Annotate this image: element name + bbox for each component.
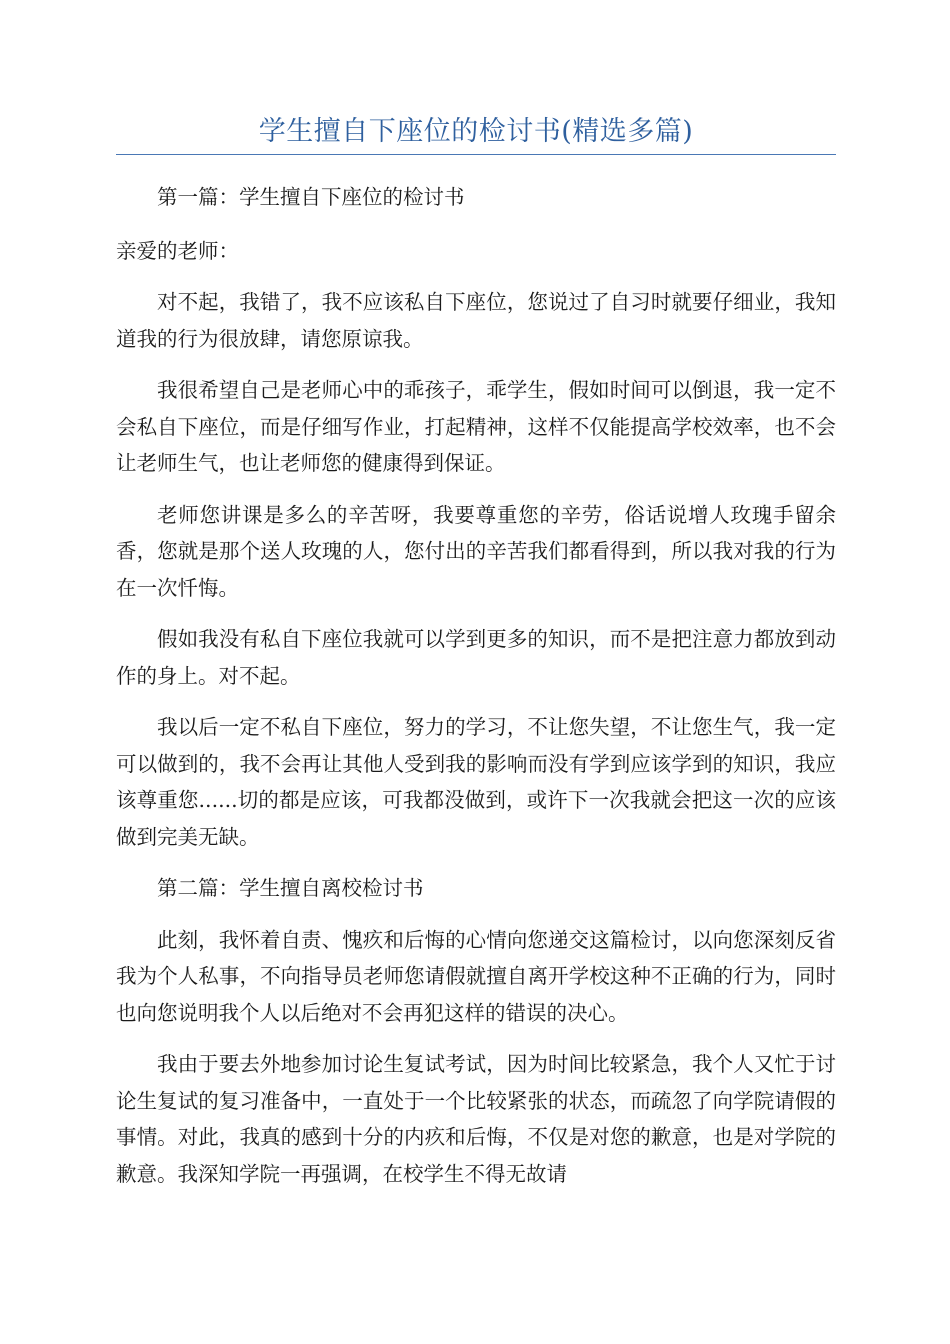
paragraph: 此刻，我怀着自责、愧疚和后悔的心情向您递交这篇检讨，以向您深刻反省我为个人私事，不向指导员老师您请假就擅自离开学校这种不正确的行为，同时也向您说明我个人以后绝对不会再犯这样的错误的决心。 — [116, 927, 836, 1025]
paragraph: 我很希望自己是老师心中的乖孩子，乖学生，假如时间可以倒退，我一定不会私自下座位，而是仔细写作业，打起精神，这样不仅能提高学校效率，也不会让老师生气，也让老师您的健康得到保证。 — [116, 378, 836, 475]
document-title: 学生擅自下座位的检讨书(精选多篇) — [258, 116, 694, 147]
paragraph: 我以后一定不私自下座位，努力的学习，不让您失望，不让您生气，我一定可以做到的，我不会再让其他人受到我的影响而没有学到应该学到的知识，我应该尊重您......切的都是应该，可我都没做到，或许下一次我就会把这一次的应该做到完美无缺。 — [116, 715, 836, 849]
section-heading-2: 第二篇：学生擅自离校检讨书 — [157, 876, 424, 900]
paragraph: 对不起，我错了，我不应该私自下座位，您说过了自习时就要仔细业，我知道我的行为很放肆，请您原谅我。 — [116, 290, 836, 351]
section-heading-1: 第一篇：学生擅自下座位的检讨书 — [157, 185, 465, 209]
paragraph: 我由于要去外地参加讨论生复试考试，因为时间比较紧急，我个人又忙于讨论生复试的复习准备中，一直处于一个比较紧张的状态，而疏忽了向学院请假的事情。对此，我真的感到十分的内疚和后悔，不仅是对您的歉意，也是对学院的歉意。我深知学院一再强调，在校学生不得无故请 — [116, 1052, 836, 1186]
greeting: 亲爱的老师： — [116, 238, 239, 263]
paragraph: 老师您讲课是多么的辛苦呀，我要尊重您的辛劳，俗话说增人玫瑰手留余香，您就是那个送人玫瑰的人，您付出的辛苦我们都看得到，所以我对我的行为在一次忏悔。 — [116, 502, 836, 600]
paragraph: 假如我没有私自下座位我就可以学到更多的知识，而不是把注意力都放到动作的身上。对不起。 — [116, 627, 836, 688]
title-underline — [116, 154, 836, 155]
document-page — [116, 110, 836, 1192]
